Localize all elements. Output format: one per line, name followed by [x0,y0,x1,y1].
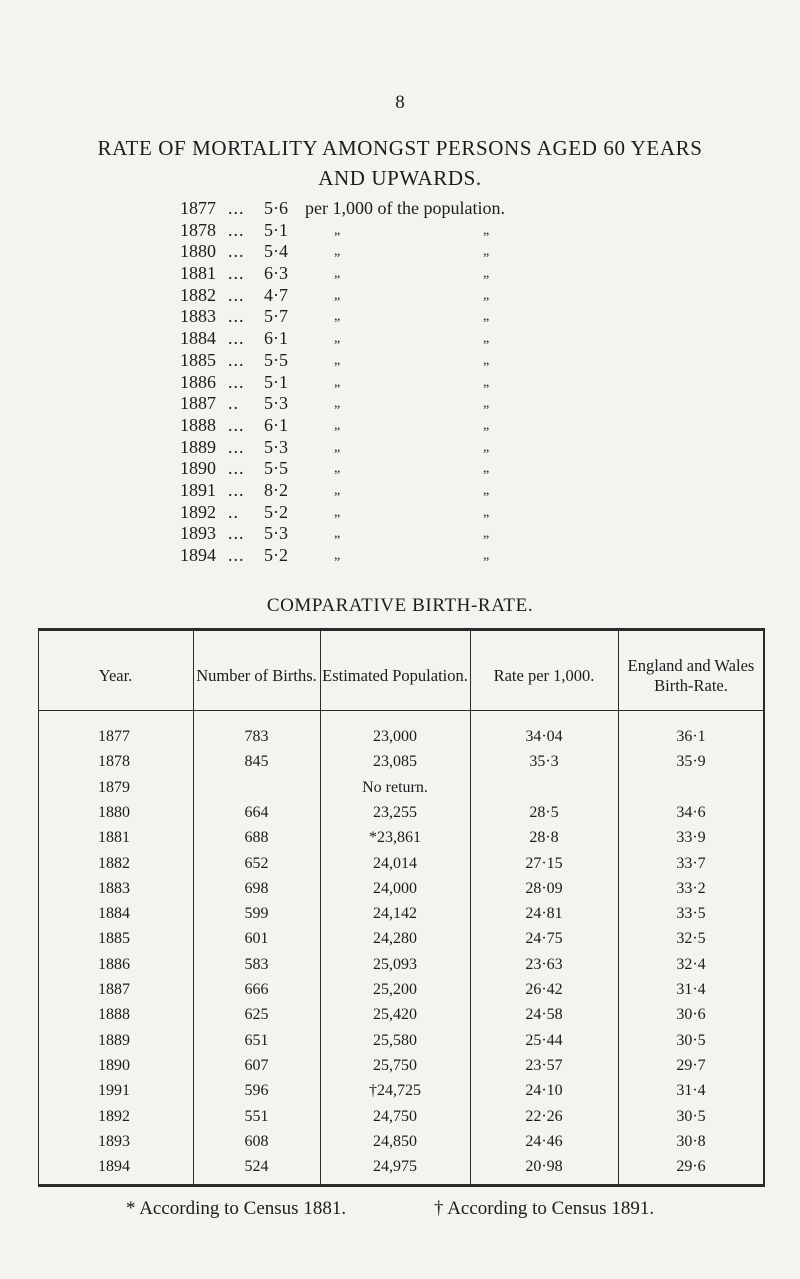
cell-rate: 26·42 [525,981,563,998]
table-row [38,1006,764,1025]
footnote-1881: * According to Census 1881. [126,1198,347,1219]
cell-population: 25,200 [373,981,417,998]
ditto-mark: „ [334,244,341,260]
ditto-mark: „ [483,244,490,260]
mortality-year: 1877 [180,198,216,218]
cell-england-wales: 29·6 [676,1158,706,1176]
mortality-rate: 5·5 [264,349,288,370]
mortality-title: RATE OF MORTALITY AMONGST PERSONS AGED 60 YEARS [97,136,703,160]
cell-year: 1991 [98,1082,130,1100]
table-header-rule [38,710,764,711]
mortality-subtitle: AND UPWARDS. [318,166,482,190]
mortality-list [180,198,740,567]
cell-births: 583 [244,955,269,973]
cell-births: 625 [244,1006,269,1024]
table-row [38,1108,764,1127]
cell-england-wales: 35·9 [676,753,706,771]
header-year: Year. [98,666,133,685]
cell-year: 1881 [98,829,130,847]
leader-dots: ... [228,458,245,479]
leader-dots: ... [228,523,245,544]
ditto-mark: „ [483,331,490,347]
mortality-rate: 5·1 [264,371,288,392]
mortality-rate: 5·1 [264,219,288,240]
cell-population: *23,861 [369,829,421,847]
mortality-row [180,350,740,372]
mortality-row [180,328,740,350]
cell-births: 601 [244,930,269,948]
cell-population: †24,725 [369,1082,421,1100]
ditto-mark: „ [334,396,341,412]
table-row [38,956,764,975]
cell-births: 551 [244,1107,269,1125]
mortality-year: 1891 [180,479,216,500]
cell-year: 1893 [98,1132,130,1150]
table-top-rule [38,628,764,631]
mortality-rate: 5·3 [264,523,288,544]
page-number: 8 [395,92,405,113]
ditto-mark: „ [334,374,341,390]
table-row [38,1032,764,1051]
ditto-mark: „ [334,352,341,368]
table-row [38,753,764,772]
leader-dots: .. [228,501,239,522]
cell-rate: 28·5 [529,803,559,821]
mortality-row [180,545,740,567]
mortality-rate: 5·4 [264,241,288,262]
cell-year: 1879 [98,778,130,796]
ditto-mark: „ [483,266,490,282]
cell-rate: 24·81 [525,905,563,923]
table-row [38,1082,764,1101]
cell-england-wales: 30·8 [676,1132,706,1150]
cell-year: 1878 [98,753,130,771]
mortality-year: 1885 [180,349,216,370]
ditto-mark: „ [483,374,490,390]
header-births: Number of Births. [196,666,317,685]
mortality-year: 1886 [180,371,216,392]
ditto-mark: „ [334,482,341,498]
ditto-mark: „ [334,287,341,303]
leader-dots: ... [228,284,245,305]
ditto-mark: „ [483,417,490,433]
cell-births: 783 [244,728,269,745]
cell-year: 1884 [98,905,130,923]
cell-england-wales: 29·7 [676,1056,706,1074]
cell-england-wales: 34·6 [676,803,706,821]
cell-population: 25,750 [373,1056,417,1074]
mortality-year: 1889 [180,436,216,457]
cell-rate: 34·04 [525,728,563,745]
cell-births: 664 [244,803,269,821]
mortality-row [180,198,740,220]
table-row [38,1158,764,1177]
mortality-row [180,263,740,285]
ditto-mark: „ [334,548,341,563]
mortality-rate: 5·2 [264,545,288,565]
ditto-mark: „ [483,352,490,368]
cell-births: 845 [244,753,269,771]
mortality-row [180,458,740,480]
mortality-year: 1883 [180,306,216,327]
mortality-year: 1881 [180,263,216,284]
mortality-row [180,241,740,263]
cell-population: 23,255 [373,803,417,821]
leader-dots: ... [228,545,245,565]
cell-births: 596 [244,1082,269,1100]
mortality-year: 1894 [180,545,216,565]
cell-population: No return. [362,778,428,796]
mortality-row [180,306,740,328]
cell-population: 24,014 [373,854,417,872]
ditto-mark: „ [483,482,490,498]
cell-england-wales: 30·5 [676,1107,706,1125]
table-row [38,1057,764,1076]
leader-dots: ... [228,349,245,370]
cell-population: 24,750 [373,1107,417,1125]
cell-births: 599 [244,905,269,923]
leader-dots: ... [228,328,245,349]
leader-dots: ... [228,414,245,435]
leader-dots: ... [228,198,245,218]
mortality-rate: 6·3 [264,263,288,284]
mortality-row [180,393,740,415]
mortality-row [180,437,740,459]
cell-population: 23,085 [373,753,417,771]
cell-births: 608 [244,1132,269,1150]
cell-year: 1885 [98,930,130,948]
mortality-year: 1892 [180,501,216,522]
cell-population: 23,000 [373,728,417,745]
table-row [38,930,764,949]
ditto-mark: „ [483,461,490,477]
table-row [38,981,764,1000]
ditto-mark: „ [483,504,490,520]
mortality-unit: per 1,000 of the population. [305,198,505,218]
mortality-rate: 8·2 [264,479,288,500]
mortality-rate: 5·5 [264,458,288,479]
cell-population: 24,850 [373,1132,417,1150]
birth-rate-table [38,628,764,1186]
leader-dots: ... [228,371,245,392]
cell-rate: 22·26 [525,1107,563,1125]
ditto-mark: „ [334,461,341,477]
mortality-row [180,220,740,242]
cell-rate: 24·75 [525,930,563,948]
mortality-year: 1887 [180,393,216,414]
mortality-rate: 4·7 [264,284,288,305]
birth-rate-title: COMPARATIVE BIRTH-RATE. [266,595,534,616]
mortality-rate: 6·1 [264,328,288,349]
cell-population: 25,093 [373,955,417,973]
table-row [38,779,764,798]
table-row [38,880,764,899]
cell-births: 652 [244,854,269,872]
cell-population: 25,580 [373,1031,417,1049]
cell-population: 25,420 [373,1006,417,1024]
cell-births: 651 [244,1031,269,1049]
cell-year: 1887 [98,981,130,998]
leader-dots: ... [228,263,245,284]
mortality-row [180,523,740,545]
table-row [38,829,764,848]
cell-rate: 28·09 [525,879,563,897]
table-row [38,855,764,874]
mortality-year: 1884 [180,328,216,349]
cell-year: 1886 [98,955,130,973]
mortality-rate: 5·7 [264,306,288,327]
cell-rate: 20·98 [525,1158,563,1176]
cell-rate: 23·57 [525,1056,563,1074]
ditto-mark: „ [483,439,490,455]
table-row [38,728,764,747]
mortality-rate: 5·3 [264,436,288,457]
mortality-rate: 6·1 [264,414,288,435]
ditto-mark: „ [483,396,490,412]
header-population: Estimated Population. [322,666,468,685]
table-bottom-rule [38,1184,764,1187]
leader-dots: ... [228,436,245,457]
ditto-mark: „ [334,439,341,455]
mortality-year: 1890 [180,458,216,479]
cell-england-wales: 33·9 [676,829,706,847]
ditto-mark: „ [483,222,490,238]
table-row [38,804,764,823]
cell-births: 524 [244,1158,269,1176]
mortality-row [180,415,740,437]
cell-england-wales: 32·4 [676,955,706,973]
cell-year: 1888 [98,1006,130,1024]
ditto-mark: „ [334,222,341,238]
ditto-mark: „ [334,526,341,542]
cell-year: 1889 [98,1031,130,1049]
cell-england-wales: 31·4 [676,1082,706,1100]
ditto-mark: „ [334,504,341,520]
mortality-year: 1878 [180,219,216,240]
cell-births: 666 [244,981,269,998]
cell-rate: 35·3 [529,753,559,771]
cell-births: 688 [244,829,269,847]
mortality-rate: 5·6 [264,198,288,218]
cell-year: 1877 [98,728,130,745]
cell-year: 1883 [98,879,130,897]
mortality-year: 1880 [180,241,216,262]
ditto-mark: „ [334,331,341,347]
cell-england-wales: 32·5 [676,930,706,948]
leader-dots: ... [228,306,245,327]
footnote-1891: † According to Census 1891. [434,1198,655,1219]
cell-rate: 27·15 [525,854,563,872]
cell-year: 1892 [98,1107,130,1125]
header-rate: Rate per 1,000. [493,666,595,685]
mortality-row [180,480,740,502]
leader-dots: .. [228,393,239,414]
cell-rate: 23·63 [525,955,563,973]
cell-england-wales: 33·7 [676,854,706,872]
cell-births: 698 [244,879,269,897]
mortality-year: 1882 [180,284,216,305]
mortality-year: 1888 [180,414,216,435]
cell-year: 1894 [98,1158,130,1176]
table-row [38,1133,764,1152]
leader-dots: ... [228,219,245,240]
cell-year: 1882 [98,854,130,872]
ditto-mark: „ [334,266,341,282]
mortality-year: 1893 [180,523,216,544]
cell-england-wales: 31·4 [676,981,706,998]
cell-population: 24,280 [373,930,417,948]
cell-births: 607 [244,1056,269,1074]
mortality-row [180,372,740,394]
cell-population: 24,000 [373,879,417,897]
mortality-row [180,285,740,307]
ditto-mark: „ [334,417,341,433]
mortality-row [180,502,740,524]
cell-rate: 25·44 [525,1031,563,1049]
cell-population: 24,975 [373,1158,417,1176]
ditto-mark: „ [483,548,490,563]
cell-england-wales: 33·2 [676,879,706,897]
mortality-rate: 5·2 [264,501,288,522]
leader-dots: ... [228,479,245,500]
cell-rate: 24·10 [525,1082,563,1100]
cell-england-wales: 33·5 [676,905,706,923]
cell-rate: 28·8 [529,829,559,847]
cell-england-wales: 30·6 [676,1006,706,1024]
cell-rate: 24·46 [525,1132,563,1150]
ditto-mark: „ [483,287,490,303]
ditto-mark: „ [483,309,490,325]
header-england-wales: England and Wales Birth-Rate. [627,656,755,695]
ditto-mark: „ [334,309,341,325]
ditto-mark: „ [483,526,490,542]
cell-year: 1890 [98,1056,130,1074]
cell-population: 24,142 [373,905,417,923]
leader-dots: ... [228,241,245,262]
cell-year: 1880 [98,803,130,821]
cell-rate: 24·58 [525,1006,563,1024]
cell-england-wales: 36·1 [676,728,706,745]
cell-england-wales: 30·5 [676,1031,706,1049]
table-row [38,905,764,924]
mortality-rate: 5·3 [264,393,288,414]
